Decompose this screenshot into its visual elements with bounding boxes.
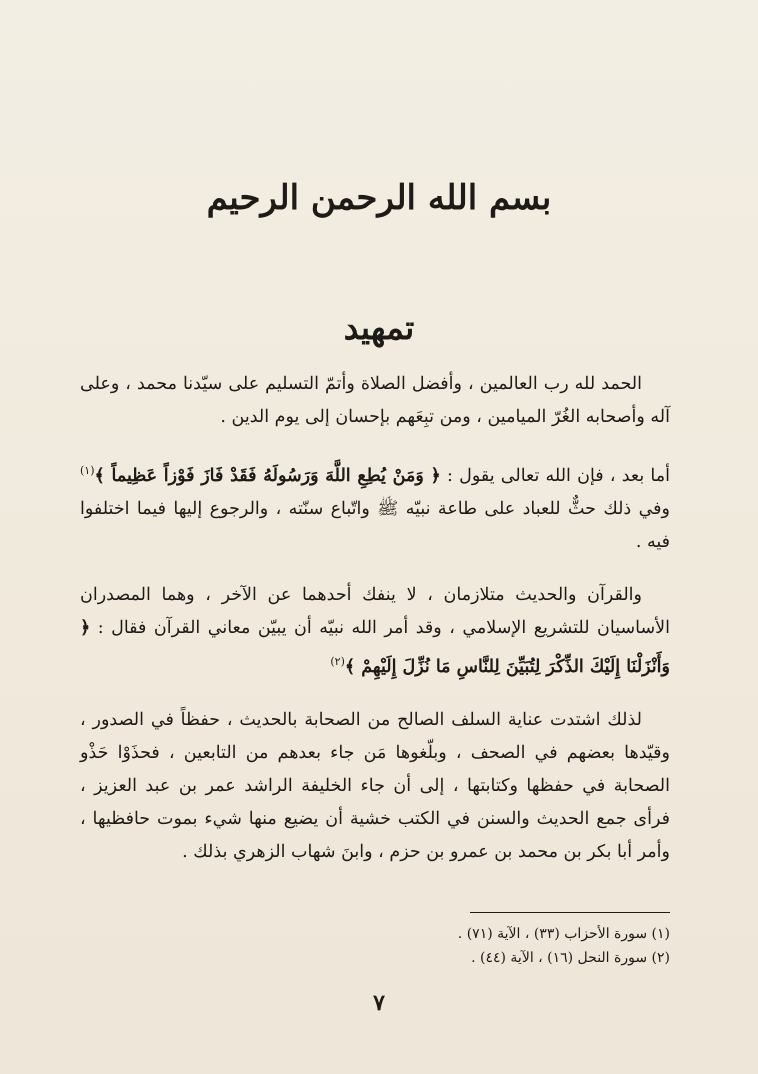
footnote-divider [470,912,670,913]
basmala-heading: بسم الله الرحمن الرحيم [206,178,552,218]
footnote-ref-1: (١) [80,464,95,477]
footnote-1: (١) سورة الأحزاب (٣٣) ، الآية (٧١) . [457,926,670,942]
page-number: ٧ [373,990,385,1016]
paragraph-2-intro: أما بعد ، فإن الله تعالى يقول : [447,465,670,486]
paragraph-4: لذلك اشتدت عناية السلف الصالح من الصحابة بالحديث ، حفظاً في الصدور ، وقيّدها بعضهم في الصحف ، وبلّغوها مَن جاء بعدهم من التابعين ، فحذَوْا حَذْو الصحابة في حفظها وكتابتها ، إلى أن جاء الخليفة الراشد عمر بن عبد العزيز ، فرأى جمع الحديث والسنن في الكتب خشية أن يضيع منها شيء بموت حافظيها ، وأمر أبا بكر بن محمد بن عمرو بن حزم ، وابنَ شهاب الزهري بذلك . [80,709,670,862]
footnote-ref-2: (٢) [330,654,345,668]
footnotes [80,922,670,970]
paragraph-2 [80,454,670,559]
paragraph-3 [80,579,670,684]
quran-quote-1: ﴿ وَمَنْ يُطِعِ اللَّهَ وَرَسُولَهُ فَقَدْ فَازَ فَوْزاً عَظِيماً ﴾ [94,465,441,486]
paragraph-1: الحمد لله رب العالمين ، وأفضل الصلاة وأتمّ التسليم على سيّدنا محمد ، وعلى آله وأصحابه الغُرّ الميامين ، ومن تبِعَهم بإحسان إلى يوم الدين . [80,374,670,427]
footnote-2: (٢) سورة النحل (١٦) ، الآية (٤٤) . [471,950,670,966]
page-title: تمهيد [343,308,415,347]
paragraph-2-rest: وفي ذلك حثٌّ للعباد على طاعة نبيّه ﷺ واتّباع سنّته ، والرجوع إليها فيما اختلفوا فيه . [80,498,670,552]
body-text [80,368,670,889]
quran-quote-2: ﴿ وَأَنْزَلْنَا إِلَيْكَ الذِّكْرَ لِتُبَيِّنَ لِلنَّاسِ مَا نُزِّلَ إِلَيْهِمْ ﴾ [80,617,670,677]
paragraph-3-text: والقرآن والحديث متلازمان ، لا ينفك أحدهما عن الآخر ، وهما المصدران الأساسيان للتشريع الإسلامي ، وقد أمر الله نبيّه أن يبيّن معاني القرآن فقال : [80,584,670,638]
